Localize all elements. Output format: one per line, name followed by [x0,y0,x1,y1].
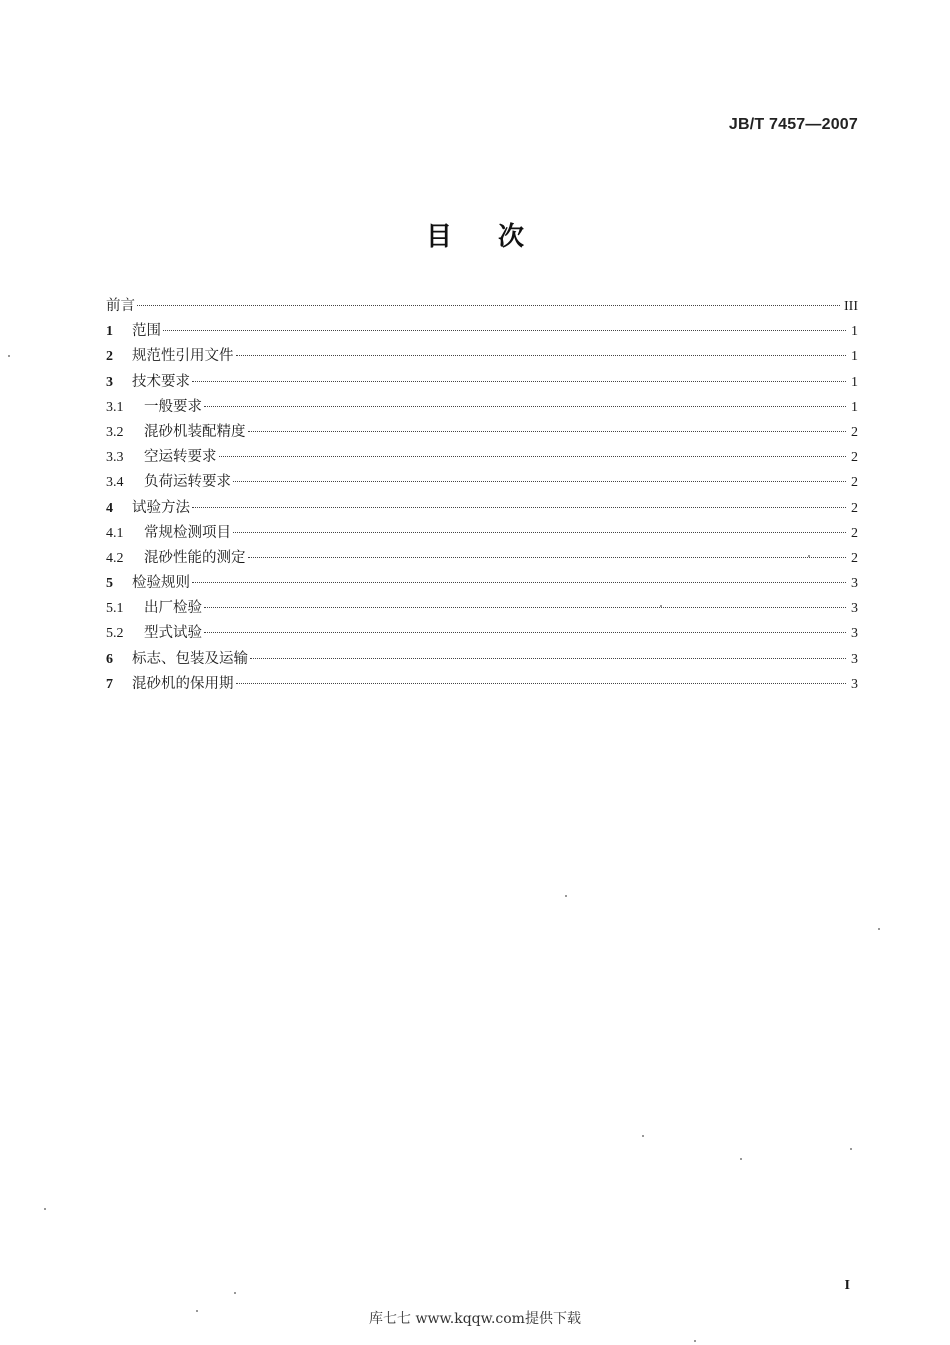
toc-entry-1[interactable] [106,319,858,344]
scan-speck [234,1292,236,1294]
toc-entry-0[interactable] [106,294,858,319]
toc-entry-number: 2 [106,349,113,365]
toc-entry-3[interactable] [106,370,858,395]
toc-leader-dots [192,582,846,583]
toc-entry-5[interactable] [106,420,858,445]
toc-entry-page: 3 [851,676,858,692]
toc-entry-label: 范围 [132,323,161,340]
toc-entry-14[interactable] [106,647,858,672]
toc-entry-15[interactable] [106,672,858,697]
toc-entry-number: 3.4 [106,475,124,491]
toc-entry-4[interactable] [106,395,858,420]
scan-speck [642,1135,644,1137]
toc-leader-dots [236,683,847,684]
toc-entry-label: 混砂性能的测定 [144,549,246,566]
toc-entry-page: 3 [851,601,858,617]
toc-entry-page: 2 [851,525,858,541]
toc-entry-page: 1 [851,324,858,340]
page-number: I [844,1278,850,1293]
toc-leader-dots [250,658,846,659]
toc-leader-dots [219,456,847,457]
toc-leader-dots [204,406,846,407]
toc-entry-page: 3 [851,576,858,592]
toc-leader-dots [233,481,846,482]
toc-entry-page: 1 [851,399,858,415]
toc-entry-number: 4.2 [106,550,124,566]
toc-leader-dots [236,355,847,356]
toc-entry-page: 2 [851,424,858,440]
toc-entry-10[interactable] [106,546,858,571]
toc-leader-dots [233,532,846,533]
toc-entry-number: 4 [106,500,113,516]
toc-leader-dots [204,632,846,633]
toc-entry-label: 混砂机的保用期 [132,675,234,692]
toc-entry-page: 2 [851,450,858,466]
toc-entry-page: 2 [851,550,858,566]
toc-entry-12[interactable] [106,596,858,621]
toc-entry-number: 6 [106,651,113,667]
toc-leader-dots [248,431,847,432]
toc-entry-label: 负荷运转要求 [144,474,231,491]
toc-leader-dots [204,607,846,608]
toc-leader-dots [192,507,846,508]
toc-entry-number: 3.3 [106,450,124,466]
toc-entry-number: 3.2 [106,424,124,440]
scan-speck [850,1148,852,1150]
toc-entry-label: 出厂检验 [144,600,202,617]
toc-entry-page: 1 [851,349,858,365]
toc-entry-number: 5 [106,576,113,592]
toc-leader-dots [192,381,846,382]
toc-entry-label: 型式试验 [144,625,202,642]
toc-entry-label: 空运转要求 [144,449,217,466]
toc-entry-11[interactable] [106,571,858,596]
toc-entry-number: 5.2 [106,626,124,642]
toc-entry-number: 3.1 [106,399,124,415]
scan-speck [694,1340,696,1342]
toc-entry-label: 常规检测项目 [144,524,231,541]
toc-entry-label: 标志、包装及运输 [132,650,248,667]
scan-speck [660,605,662,607]
toc-entry-label: 一般要求 [144,398,202,415]
scan-speck [878,928,880,930]
toc-entry-label: 前言 [106,298,135,314]
toc-entry-page: 3 [851,651,858,667]
toc-entry-number: 4.1 [106,525,124,541]
standard-code: JB/T 7457—2007 [728,116,858,133]
toc-entry-page: 2 [851,500,858,516]
toc-leader-dots [163,330,846,331]
toc-entry-label: 检验规则 [132,575,190,592]
toc-leader-dots [137,305,840,306]
toc-leader-dots [248,557,847,558]
scan-speck [196,1310,198,1312]
toc-entry-13[interactable] [106,621,858,646]
scan-speck [740,1158,742,1160]
toc-entry-number: 1 [106,324,113,340]
toc-entry-page: 2 [851,475,858,491]
toc-entry-8[interactable] [106,496,858,521]
toc-entry-page: 3 [851,626,858,642]
toc-entry-number: 7 [106,676,113,692]
scan-speck [808,555,810,557]
toc-entry-page: III [844,299,858,314]
toc-entry-label: 技术要求 [132,373,190,390]
toc-entry-2[interactable] [106,344,858,369]
scan-speck [8,355,10,357]
table-of-contents [106,294,858,697]
toc-entry-label: 规范性引用文件 [132,348,234,365]
toc-entry-6[interactable] [106,445,858,470]
scan-speck [44,1208,46,1210]
toc-entry-number: 5.1 [106,601,124,617]
toc-entry-number: 3 [106,374,113,390]
toc-entry-7[interactable] [106,470,858,495]
toc-entry-label: 混砂机装配精度 [144,423,246,440]
toc-entry-label: 试验方法 [132,499,190,516]
toc-entry-page: 1 [851,374,858,390]
toc-entry-9[interactable] [106,521,858,546]
scan-speck [565,895,567,897]
page-title: 目次 [425,222,570,252]
download-watermark: 库七七 www.kqqw.com提供下载 [369,1311,581,1327]
